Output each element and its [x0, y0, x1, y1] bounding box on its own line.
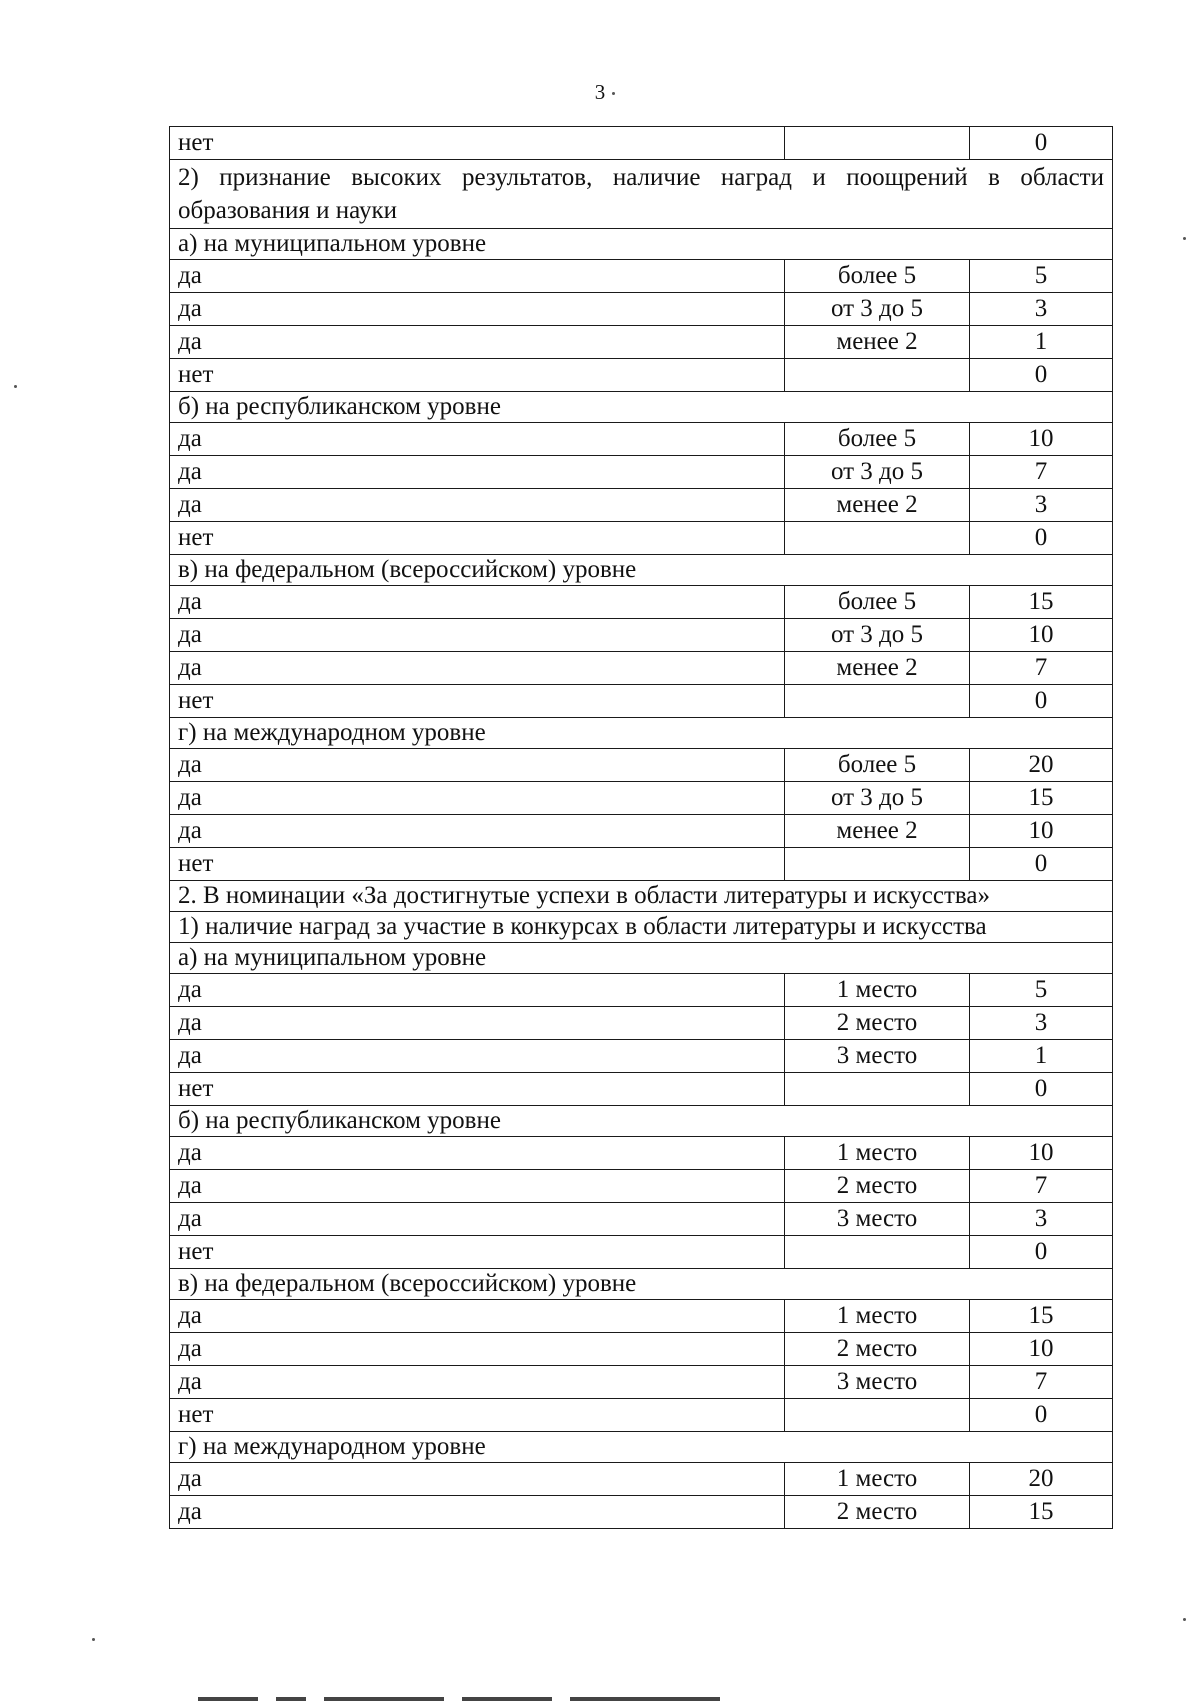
score-cell: 5	[970, 974, 1113, 1007]
condition-cell: более 5	[785, 260, 970, 293]
table-row	[170, 1300, 1113, 1333]
condition-cell: 3 место	[785, 1366, 970, 1399]
section-header-row	[170, 1432, 1113, 1463]
section-header: б) на республиканском уровне	[170, 1106, 1113, 1137]
table-row	[170, 1137, 1113, 1170]
table-row	[170, 423, 1113, 456]
criterion-cell: да	[170, 782, 785, 815]
scan-speck	[92, 1638, 95, 1641]
condition-cell	[785, 1073, 970, 1106]
section-header: в) на федеральном (всероссийском) уровне	[170, 1269, 1113, 1300]
section-header: 2) признание высоких результатов, наличие наград и поощрений в области образования и науки	[170, 160, 1113, 229]
table-row	[170, 1366, 1113, 1399]
score-cell: 10	[970, 1137, 1113, 1170]
score-cell: 3	[970, 489, 1113, 522]
scan-speck	[612, 92, 615, 95]
criterion-cell: да	[170, 815, 785, 848]
table-row	[170, 1170, 1113, 1203]
criterion-cell: да	[170, 423, 785, 456]
table-row	[170, 489, 1113, 522]
criterion-cell: да	[170, 489, 785, 522]
criterion-cell: да	[170, 1203, 785, 1236]
score-cell: 10	[970, 619, 1113, 652]
criterion-cell: да	[170, 619, 785, 652]
table-row	[170, 359, 1113, 392]
table-row	[170, 652, 1113, 685]
criterion-cell: да	[170, 1040, 785, 1073]
score-cell: 5	[970, 260, 1113, 293]
table-row	[170, 1203, 1113, 1236]
section-header-row	[170, 160, 1113, 229]
condition-cell	[785, 1399, 970, 1432]
condition-cell: 3 место	[785, 1040, 970, 1073]
condition-cell	[785, 359, 970, 392]
table-row	[170, 1040, 1113, 1073]
scan-speck	[14, 385, 17, 388]
score-cell: 7	[970, 652, 1113, 685]
condition-cell: от 3 до 5	[785, 456, 970, 489]
table-row	[170, 586, 1113, 619]
condition-cell	[785, 848, 970, 881]
table-row	[170, 1073, 1113, 1106]
criterion-cell: да	[170, 1333, 785, 1366]
table-row	[170, 848, 1113, 881]
table-row	[170, 522, 1113, 555]
condition-cell: менее 2	[785, 326, 970, 359]
criterion-cell: нет	[170, 848, 785, 881]
page-number-text: 3	[594, 80, 606, 104]
table-row	[170, 1463, 1113, 1496]
table-row	[170, 326, 1113, 359]
score-cell: 3	[970, 1007, 1113, 1040]
table-row	[170, 293, 1113, 326]
table-row	[170, 815, 1113, 848]
condition-cell: более 5	[785, 749, 970, 782]
score-cell: 0	[970, 1399, 1113, 1432]
section-header-row	[170, 1269, 1113, 1300]
section-header-row	[170, 943, 1113, 974]
score-cell: 15	[970, 1300, 1113, 1333]
condition-cell: от 3 до 5	[785, 619, 970, 652]
score-cell: 1	[970, 326, 1113, 359]
table-row	[170, 260, 1113, 293]
condition-cell: 1 место	[785, 1463, 970, 1496]
criterion-cell: нет	[170, 127, 785, 160]
condition-cell	[785, 685, 970, 718]
section-header: г) на международном уровне	[170, 1432, 1113, 1463]
cut-off-footer-text	[198, 1697, 898, 1706]
score-cell: 7	[970, 456, 1113, 489]
criterion-cell: нет	[170, 1073, 785, 1106]
condition-cell: 1 место	[785, 974, 970, 1007]
criterion-cell: да	[170, 1463, 785, 1496]
section-header: 1) наличие наград за участие в конкурсах в области литературы и искусства	[170, 912, 1113, 943]
criterion-cell: да	[170, 1300, 785, 1333]
criterion-cell: да	[170, 326, 785, 359]
condition-cell: от 3 до 5	[785, 782, 970, 815]
condition-cell: более 5	[785, 423, 970, 456]
criteria-table-body	[170, 127, 1113, 1529]
scan-speck	[1183, 1618, 1186, 1621]
score-cell: 7	[970, 1366, 1113, 1399]
score-cell: 0	[970, 1073, 1113, 1106]
table-row	[170, 1236, 1113, 1269]
section-header-row	[170, 555, 1113, 586]
table-row	[170, 974, 1113, 1007]
condition-cell: менее 2	[785, 815, 970, 848]
score-cell: 15	[970, 1496, 1113, 1529]
section-header: а) на муниципальном уровне	[170, 943, 1113, 974]
section-header: 2. В номинации «За достигнутые успехи в области литературы и искусства»	[170, 881, 1113, 912]
criterion-cell: нет	[170, 685, 785, 718]
table-row	[170, 1399, 1113, 1432]
table-row	[170, 1333, 1113, 1366]
score-cell: 10	[970, 1333, 1113, 1366]
criterion-cell: нет	[170, 1236, 785, 1269]
table-row	[170, 456, 1113, 489]
table-row	[170, 127, 1113, 160]
table-row	[170, 782, 1113, 815]
criterion-cell: нет	[170, 1399, 785, 1432]
condition-cell: 1 место	[785, 1300, 970, 1333]
score-cell: 0	[970, 359, 1113, 392]
score-cell: 15	[970, 782, 1113, 815]
criterion-cell: да	[170, 456, 785, 489]
condition-cell: 3 место	[785, 1203, 970, 1236]
condition-cell	[785, 522, 970, 555]
section-header: г) на международном уровне	[170, 718, 1113, 749]
condition-cell	[785, 1236, 970, 1269]
condition-cell: более 5	[785, 586, 970, 619]
condition-cell: 2 место	[785, 1333, 970, 1366]
criteria-table	[169, 126, 1113, 1529]
criterion-cell: нет	[170, 522, 785, 555]
table-row	[170, 685, 1113, 718]
condition-cell: менее 2	[785, 652, 970, 685]
score-cell: 3	[970, 293, 1113, 326]
condition-cell: 2 место	[785, 1007, 970, 1040]
condition-cell: 1 место	[785, 1137, 970, 1170]
section-header: в) на федеральном (всероссийском) уровне	[170, 555, 1113, 586]
score-cell: 10	[970, 815, 1113, 848]
score-cell: 15	[970, 586, 1113, 619]
score-cell: 10	[970, 423, 1113, 456]
score-cell: 7	[970, 1170, 1113, 1203]
section-header-row	[170, 1106, 1113, 1137]
criterion-cell: да	[170, 1137, 785, 1170]
criterion-cell: да	[170, 293, 785, 326]
condition-cell	[785, 127, 970, 160]
score-cell: 0	[970, 522, 1113, 555]
condition-cell: от 3 до 5	[785, 293, 970, 326]
score-cell: 20	[970, 1463, 1113, 1496]
score-cell: 1	[970, 1040, 1113, 1073]
condition-cell: 2 место	[785, 1496, 970, 1529]
criterion-cell: да	[170, 586, 785, 619]
score-cell: 20	[970, 749, 1113, 782]
table-row	[170, 619, 1113, 652]
criterion-cell: да	[170, 1496, 785, 1529]
condition-cell: менее 2	[785, 489, 970, 522]
score-cell: 0	[970, 848, 1113, 881]
section-header: а) на муниципальном уровне	[170, 229, 1113, 260]
criterion-cell: нет	[170, 359, 785, 392]
page-number	[0, 80, 1200, 105]
section-header-row	[170, 229, 1113, 260]
table-row	[170, 749, 1113, 782]
condition-cell: 2 место	[785, 1170, 970, 1203]
section-header-row	[170, 718, 1113, 749]
criterion-cell: да	[170, 1170, 785, 1203]
criterion-cell: да	[170, 260, 785, 293]
section-header: б) на республиканском уровне	[170, 392, 1113, 423]
score-cell: 3	[970, 1203, 1113, 1236]
table-row	[170, 1496, 1113, 1529]
score-cell: 0	[970, 1236, 1113, 1269]
criterion-cell: да	[170, 1007, 785, 1040]
criterion-cell: да	[170, 652, 785, 685]
section-header-row	[170, 881, 1113, 912]
table-row	[170, 1007, 1113, 1040]
score-cell: 0	[970, 685, 1113, 718]
section-header-row	[170, 392, 1113, 423]
scan-speck	[1183, 237, 1186, 240]
criterion-cell: да	[170, 1366, 785, 1399]
criterion-cell: да	[170, 749, 785, 782]
criterion-cell: да	[170, 974, 785, 1007]
score-cell: 0	[970, 127, 1113, 160]
section-header-row	[170, 912, 1113, 943]
